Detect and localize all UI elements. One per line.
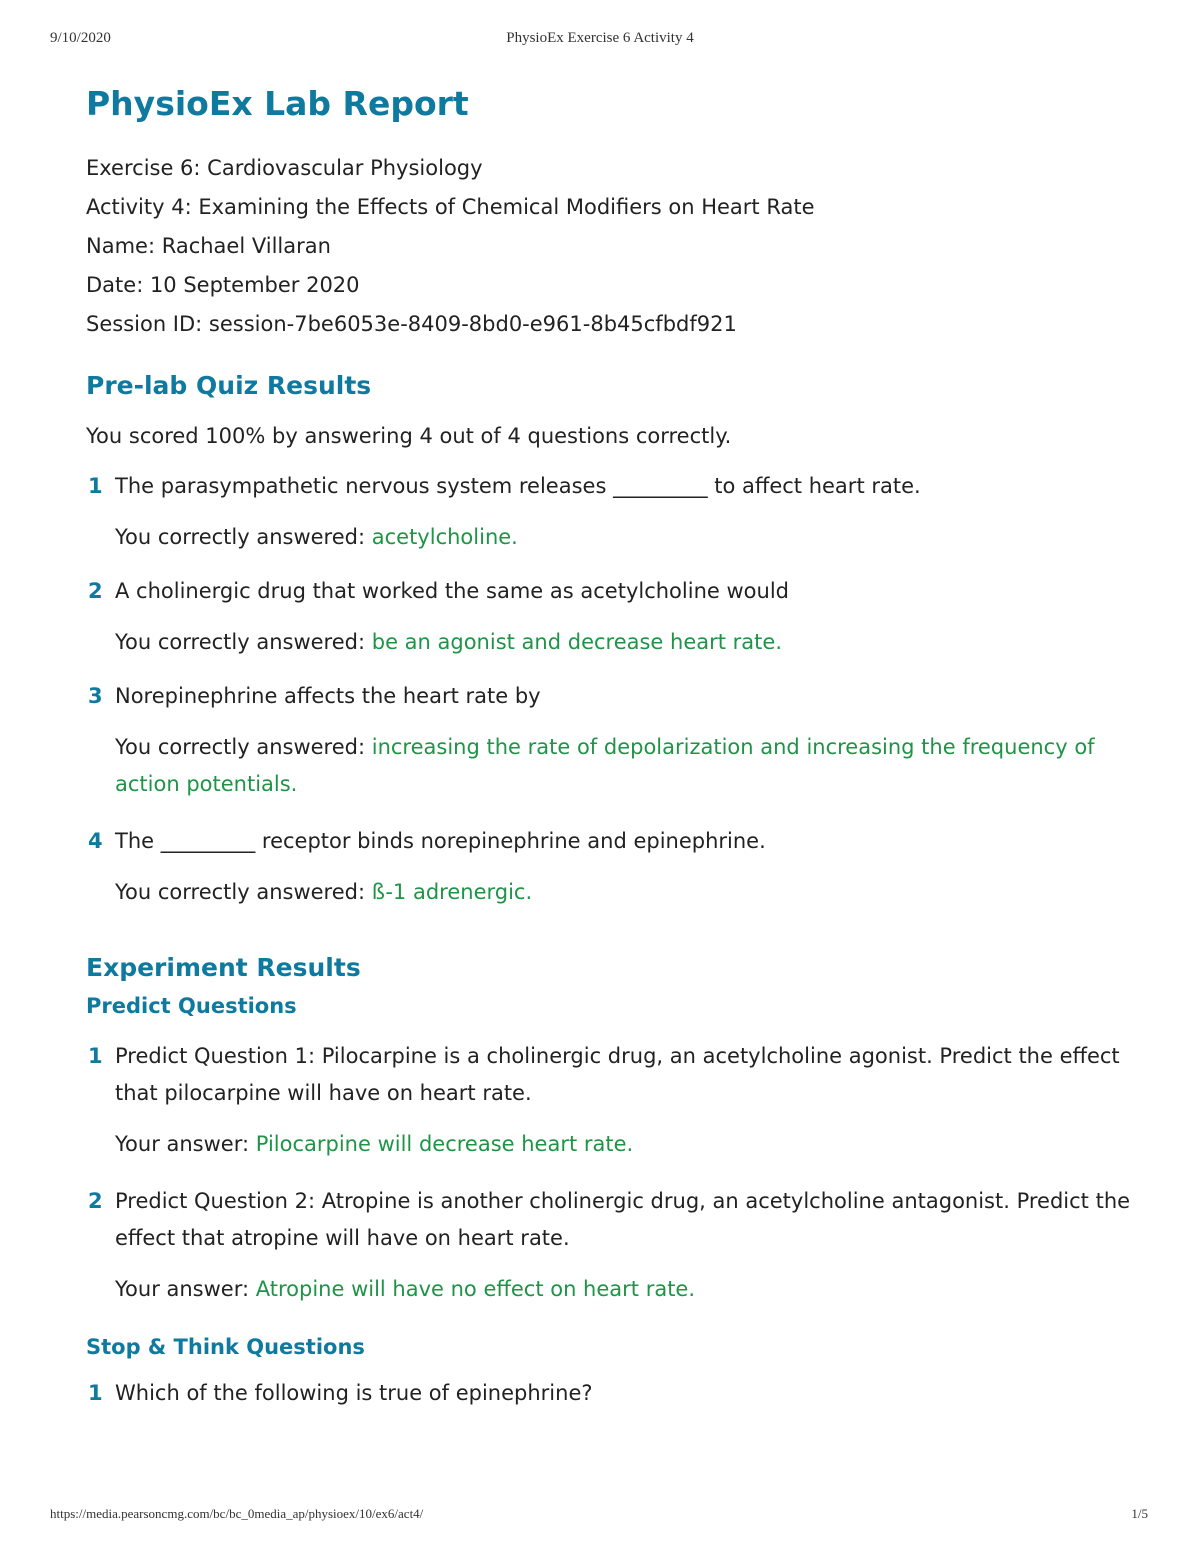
prelab-question [86,468,1136,505]
predict-heading: Predict Questions [86,994,297,1018]
answer-value: ß-1 adrenergic. [371,880,533,904]
predict-answer [86,1126,1136,1163]
question-text: Which of the following is true of epinephrine? [115,1381,593,1405]
question-number: 1 [88,1044,103,1068]
prelab-score: You scored 100% by answering 4 out of 4 questions correctly. [86,424,732,448]
report-meta [86,149,1136,344]
answer-value: Pilocarpine will decrease heart rate. [255,1132,634,1156]
answer-value: acetylcholine. [371,525,518,549]
prelab-answer [86,624,1136,661]
name-line: Name: Rachael Villaran [86,234,331,258]
prelab-question [86,823,1136,860]
report-content [86,84,1136,1412]
answer-value: increasing the rate of depolarization and increasing the frequency of action potentials. [115,735,1095,796]
question-number: 4 [88,829,103,853]
stop-think-question [86,1375,1136,1412]
prelab-question [86,573,1136,610]
question-text: The _________ receptor binds norepinephrine and epinephrine. [115,829,766,853]
predict-question [86,1038,1136,1112]
print-date: 9/10/2020 [50,30,111,46]
page-number: 1/5 [1131,1506,1148,1521]
exercise-line: Exercise 6: Cardiovascular Physiology [86,156,483,180]
answer-prefix: You correctly answered: [115,735,372,759]
print-url: https://media.pearsoncmg.com/bc/bc_0media_ap/physioex/10/ex6/act4/ [50,1506,424,1521]
answer-value: be an agonist and decrease heart rate. [371,630,783,654]
answer-value: Atropine will have no effect on heart rate. [255,1277,696,1301]
question-text: Predict Question 1: Pilocarpine is a cholinergic drug, an acetylcholine agonist. Predict the effect that pilocarpine will have on heart rate. [115,1044,1120,1105]
prelab-question [86,678,1136,715]
question-text: The parasympathetic nervous system releases _________ to affect heart rate. [115,474,921,498]
question-text: A cholinergic drug that worked the same as acetylcholine would [115,579,789,603]
answer-prefix: You correctly answered: [115,880,372,904]
print-title: PhysioEx Exercise 6 Activity 4 [506,30,694,46]
prelab-answer [86,729,1136,803]
answer-prefix: Your answer: [115,1277,256,1301]
stop-think-heading: Stop & Think Questions [86,1335,365,1359]
question-number: 1 [88,474,103,498]
answer-prefix: You correctly answered: [115,630,372,654]
question-text: Predict Question 2: Atropine is another cholinergic drug, an acetylcholine antagonist. Predict the effect that atropine will have on heart rate. [115,1189,1131,1250]
predict-question [86,1183,1136,1257]
question-number: 3 [88,684,103,708]
date-line: Date: 10 September 2020 [86,273,360,297]
report-title: PhysioEx Lab Report [86,84,469,123]
question-number: 2 [88,579,103,603]
experiment-heading: Experiment Results [86,953,361,982]
session-line: Session ID: session-7be6053e-8409-8bd0-e961-8b45cfbdf921 [86,312,737,336]
question-number: 1 [88,1381,103,1405]
question-text: Norepinephrine affects the heart rate by [115,684,541,708]
answer-prefix: Your answer: [115,1132,256,1156]
prelab-answer [86,874,1136,911]
question-number: 2 [88,1189,103,1213]
prelab-answer [86,519,1136,556]
activity-line: Activity 4: Examining the Effects of Chemical Modifiers on Heart Rate [86,195,815,219]
answer-prefix: You correctly answered: [115,525,372,549]
prelab-heading: Pre-lab Quiz Results [86,371,372,400]
predict-answer [86,1271,1136,1308]
